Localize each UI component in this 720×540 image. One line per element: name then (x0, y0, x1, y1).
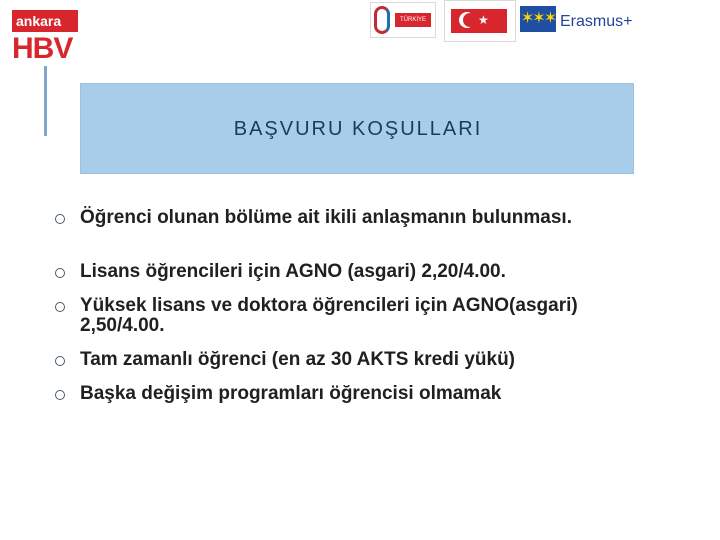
circle-bullet-icon (55, 302, 65, 312)
list-item-text: Öğrenci olunan bölüme ait ikili anlaşmanın bulunması. (80, 207, 572, 228)
list-item-text: Yüksek lisans ve doktora öğrencileri için AGNO(asgari) 2,50/4.00. (80, 295, 578, 336)
page-title: BAŞVURU KOŞULLARI (233, 118, 483, 140)
list-item-text: Başka değişim programları öğrencisi olmamak (80, 383, 502, 404)
ankara-hbv-logo (12, 6, 78, 66)
logo-bottom-text: HBV (12, 32, 73, 65)
turkey-flag-logo (444, 0, 516, 42)
circle-bullet-icon (55, 268, 65, 278)
list-item-text: Tam zamanlı öğrenci (en az 30 AKTS kredi yükü) (80, 349, 516, 370)
circle-bullet-icon (55, 390, 65, 400)
agency-label: TÜRKİYE ULUSAL AJANSI (395, 13, 431, 27)
erasmus-plus-logo: Erasmus+ (560, 13, 633, 30)
partner-logos (368, 0, 648, 51)
star-icon: ★ (478, 13, 489, 27)
eu-flag-icon: ✶✶✶ (520, 6, 556, 32)
circle-bullet-icon (55, 356, 65, 366)
list-item-text: Lisans öğrencileri için AGNO (asgari) 2,20/4.00. (80, 261, 506, 282)
accent-rule (44, 66, 47, 136)
circle-bullet-icon (55, 214, 65, 224)
national-agency-logo (370, 2, 436, 51)
agency-swirl-icon (374, 6, 390, 34)
logo-top-text: ankara (12, 10, 78, 32)
title-box (80, 83, 634, 174)
